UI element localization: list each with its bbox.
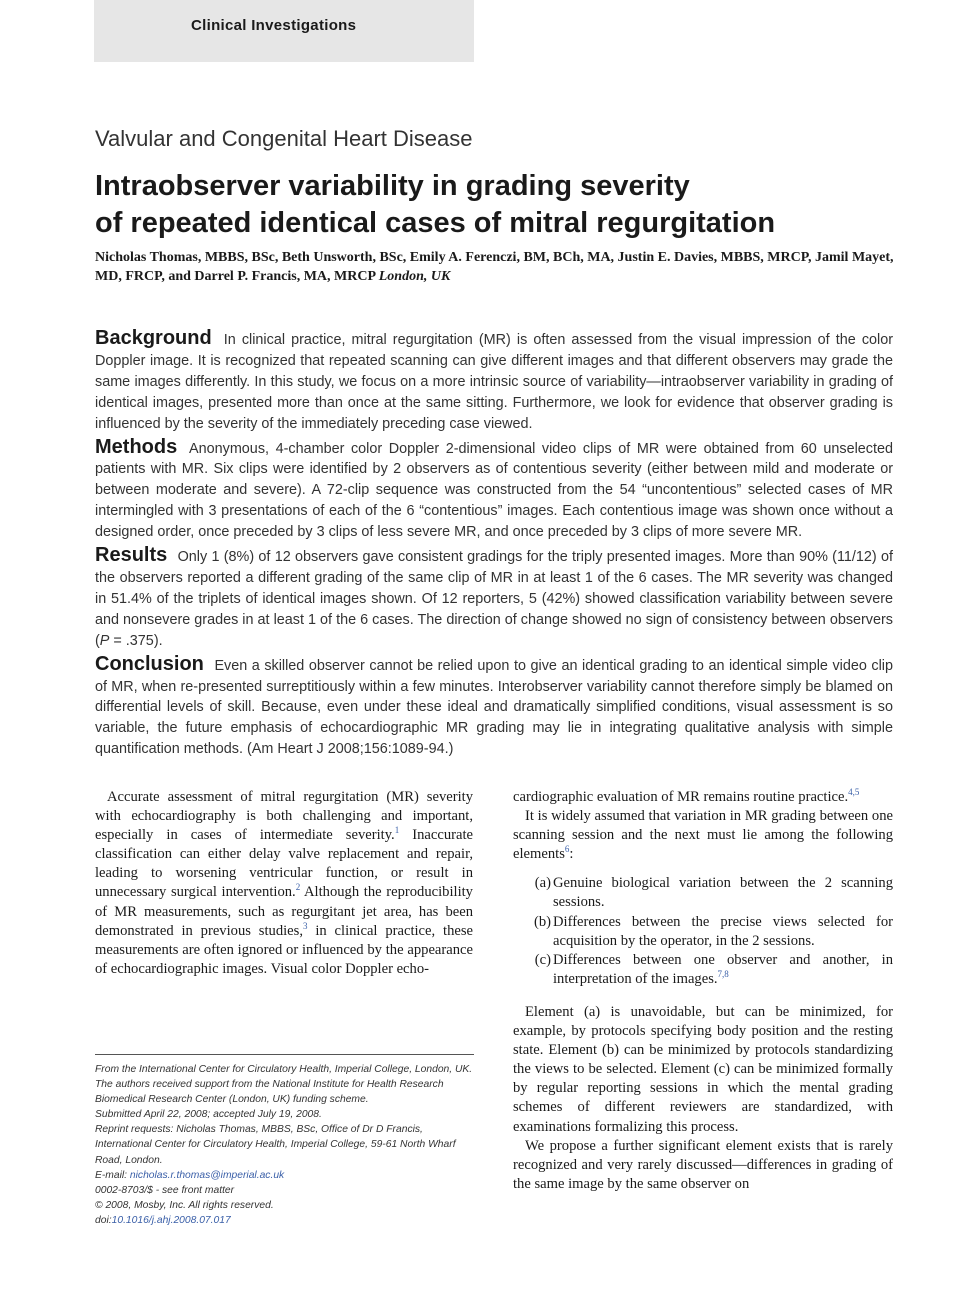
abstract-background	[95, 328, 893, 435]
background-text: In clinical practice, mitral regurgitation (MR) is often assessed from the visual impression of the color Doppler image. It is recognized that repeated scanning can give different images and that different observers may grade the same images differently. In this study, we focus on a more intrinsic source of variability—intraobserver variability in grading of identical images, presented more than once at the same sitting. Furthermore, we look for evidence that observer grading is influenced by the severity of the immediately preceding case viewed.	[95, 332, 894, 432]
conclusion-text: Even a skilled observer cannot be relied upon to give an identical grading to an identical simple video clip of MR, when re-presented surreptitiously within a few minutes. Interobserver variability cannot therefore simply be blamed on differential levels of skill. Because, even under these ideal and dramatically simplified conditions, visual assessment is so variable, the future emphasis of echocardiographic MR grading may lie in integrating qualitative analysis with simple quantification methods. (Am Heart J 2008;156:1089-94.)	[95, 657, 893, 758]
footnote-reprint: Reprint requests: Nicholas Thomas, MBBS, BSc, Office of Dr D Francis, International Center for Circulatory Health, Imperial College, 59-61 North Wharf Road, London.	[95, 1124, 456, 1166]
citation-link[interactable]: 7,8	[717, 968, 729, 979]
article-title	[95, 168, 915, 242]
continued-paragraph: cardiographic evaluation of MR remains routine practice.$^{4,5}$	[513, 787, 860, 805]
background-heading: Background	[95, 327, 212, 349]
footnote-doi: doi:10.1016/j.ahj.2008.07.017	[95, 1214, 231, 1226]
abstract-conclusion	[95, 654, 893, 761]
list-item	[513, 874, 893, 912]
methods-text: Anonymous, 4-chamber color Doppler 2-dimensional video clips of MR were obtained from 60 unselected patients with MR. Six clips were identified by 2 observers as of contentious severity (either between mild and moderate or between moderate and severe). A 72-clip sequence was constructed from the 54 “uncontentious” selected cases of MR intermingled with 3 presentations of each of the 6 “contentious” images. Each contentious image was shown once without a designed order, once preceded by 3 clips of less severe MR, and once preceded by 3 clips of more severe MR.	[95, 440, 893, 541]
abstract	[95, 328, 893, 762]
section-label: Clinical Investigations	[191, 17, 357, 34]
author-names: Nicholas Thomas, MBBS, BSc, Beth Unsworth, BSc, Emily A. Ferenczi, BM, BCh, MA, Justin E. Davies, MBBS, MRCP, Jamil Mayet, MD, FRCP, and Darrel P. Francis, MA, MRCP	[95, 250, 894, 284]
elements-paragraph: Element (a) is unavoidable, but can be minimized, for example, by protocols specifying body position and the resting state. Element (b) can be minimized by protocols standardizing the views to be selected. Element (c) can be minimized formally by regular reporting sessions in which the mental grading schemes of different reviewers are standardized, with examinations formalizing this process.	[513, 1003, 893, 1135]
section-tab	[94, 0, 474, 62]
footnote-support: The authors received support from the National Institute for Health Research Biomedical Research Center (London, UK) funding scheme.	[95, 1079, 444, 1106]
title-line-1: Intraobserver variability in grading severity	[95, 170, 690, 202]
abstract-methods	[95, 437, 893, 544]
footnote-divider	[95, 1054, 474, 1055]
footnote-issn: 0002-8703/$ - see front matter	[95, 1184, 235, 1196]
author-list	[95, 248, 905, 286]
proposal-paragraph: We propose a further significant element exists that is rarely recognized and very rarely discussed—differences in grading of the same image by the same observer on	[513, 1137, 893, 1192]
author-location: London, UK	[378, 269, 451, 284]
list-label: (a)	[534, 875, 551, 892]
methods-heading: Methods	[95, 435, 178, 458]
doi-link[interactable]: 10.1016/j.ahj.2008.07.017	[111, 1214, 231, 1226]
results-p-symbol: P	[99, 632, 110, 649]
intro-paragraph: Accurate assessment of mitral regurgitation (MR) severity with echocardiography is both challenging and important, especially in cases of intermediate severity.$^1$ Inaccurate classification can either delay valve replacement and repair, leading to worsening ventricular function, or result in unnecessary surgical intervention.$^2$ Although the reproducibility of MR measurements, such as regurgitant jet area, has been demonstrated in previous studies,$^3$ in clinical practice, these measurements are often ignored or influenced by the appearance of echocardiographic images. Visual color Doppler echo-	[95, 789, 474, 977]
abstract-results	[95, 545, 893, 652]
element-list	[513, 874, 893, 989]
results-heading: Results	[95, 544, 168, 567]
email-link[interactable]: nicholas.r.thomas@imperial.ac.uk	[129, 1169, 285, 1181]
footnote-email: E-mail: nicholas.r.thomas@imperial.ac.uk	[95, 1169, 285, 1181]
list-label: (c)	[534, 951, 551, 968]
citation-link[interactable]: 1	[394, 825, 400, 836]
list-item	[513, 913, 893, 951]
citation-link[interactable]: 4,5	[848, 787, 860, 798]
list-text: Genuine biological variation between the 2 scanning sessions.	[553, 875, 893, 911]
body-column-right	[513, 788, 893, 1194]
assumption-paragraph: It is widely assumed that variation in MR grading between one scanning session and the next must lie among the following elements$^6$:	[513, 808, 893, 863]
article-subject: Valvular and Congenital Heart Disease	[95, 126, 473, 151]
results-text-end: = .375).	[109, 632, 163, 649]
citation-link[interactable]: 3	[302, 920, 308, 931]
title-line-2: of repeated identical cases of mitral regurgitation	[95, 207, 776, 239]
footnote-copyright: © 2008, Mosby, Inc. All rights reserved.	[95, 1199, 274, 1211]
list-item	[513, 951, 893, 989]
footnotes	[95, 1062, 475, 1228]
citation-link[interactable]: 2	[295, 882, 301, 893]
footnote-affiliation: From the International Center for Circulatory Health, Imperial College, London, UK.	[95, 1064, 473, 1075]
conclusion-heading: Conclusion	[95, 652, 204, 675]
body-column-left	[95, 788, 473, 979]
footnote-submitted: Submitted April 22, 2008; accepted July 19, 2008.	[95, 1109, 322, 1121]
list-text: Differences between the precise views selected for acquisition by the operator, in the 2 sessions.	[553, 913, 893, 949]
citation-link[interactable]: 6	[564, 844, 570, 855]
list-label: (b)	[533, 913, 551, 930]
results-text: Only 1 (8%) of 12 observers gave consistent gradings for the triply presented images. More than 90% (11/12) of the observers reported a different grading of the same clip of MR in at least 1 of the 6 cases. The MR severity was changed in 51.4% of the triplets of identical images shown. Of 12 reporters, 5 (42%) showed classification variability between severe and nonsevere grades in at least 1 of the 6 cases. The direction of change showed no sign of consistency between observers (	[95, 549, 894, 649]
list-text: Differences between one observer and another, in interpretation of the images.$^{7,8}$	[553, 951, 893, 987]
